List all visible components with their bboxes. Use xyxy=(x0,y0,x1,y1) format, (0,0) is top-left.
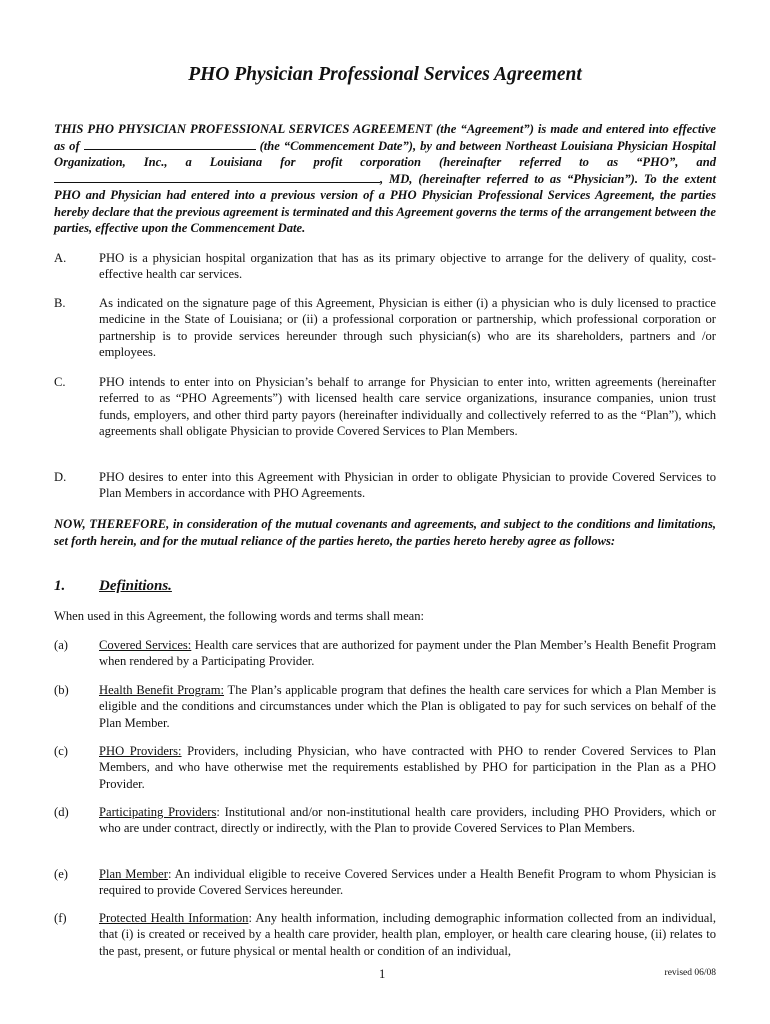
now-therefore-paragraph: NOW, THEREFORE, in consideration of the mutual covenants and agreements, and subject to the conditions and limitations, set forth herein, and for the mutual reliance of the parties hereto, the parties hereto hereby agree as follows: xyxy=(54,517,716,548)
definition-label: (e) xyxy=(54,867,68,881)
commencement-date-blank[interactable] xyxy=(84,138,256,150)
definition-label: (c) xyxy=(54,744,68,758)
section-name: Definitions. xyxy=(99,578,172,594)
intro-paragraph xyxy=(54,121,716,237)
page-number: 1 xyxy=(379,967,386,981)
definition-text: The Plan’s applicable program that defines the health care services for which a Plan Member is eligible and the conditions and circumstances under which the Plan is obligated to pay for such services on behalf of the Plan Member. xyxy=(99,683,716,730)
section-heading xyxy=(54,578,172,595)
recital-label: B. xyxy=(54,296,66,310)
document-title: PHO Physician Professional Services Agreement xyxy=(188,64,582,85)
recital-text: PHO is a physician hospital organization that has as its primary objective to arrange for the delivery of quality, cost-effective health car services. xyxy=(99,251,716,282)
definition-text: : An individual eligible to receive Covered Services under a Health Benefit Program to whom Physician is required to provide Covered Services hereunder. xyxy=(99,867,716,898)
definition-label: (a) xyxy=(54,638,68,652)
definition-term: Plan Member xyxy=(99,867,168,881)
definition-text: : Institutional and/or non-institutional health care providers, including PHO Providers, which or who are under contract, directly or indirectly, with the Plan to provide Covered Services to Plan Members. xyxy=(99,805,717,836)
recital-label: D. xyxy=(54,470,67,484)
definition-a xyxy=(54,637,716,670)
recital-a xyxy=(54,250,716,283)
recital-c xyxy=(54,374,716,439)
recital-text: As indicated on the signature page of this Agreement, Physician is either (i) a physician who is duly licensed to practice medicine in the State of Louisiana; or (ii) a professional corporation or partnership, which professional corporation or partnership is to provide services hereunder through such physician(s) who are its shareholders, partners and /or employees. xyxy=(99,296,716,359)
definition-b xyxy=(54,682,716,731)
definition-text: Providers, including Physician, who have contracted with PHO to render Covered Services to Plan Members, and who have otherwise met the requirements established by PHO for participation in the Plan as a PHO Provider. xyxy=(99,744,716,791)
recital-b xyxy=(54,295,716,360)
recital-d xyxy=(54,469,716,502)
definition-label: (f) xyxy=(54,911,67,925)
definition-label: (b) xyxy=(54,683,69,697)
intro-part-1: THIS PHO PHYSICIAN PROFESSIONAL SERVICES AGREEMENT (the “Agreement”) is made and entered into effective as of xyxy=(54,122,716,153)
definition-e xyxy=(54,866,716,899)
recital-text: PHO desires to enter into this Agreement with Physician in order to obligate Physician to provide Covered Services to Plan Members in accordance with PHO Agreements. xyxy=(99,470,716,501)
intro-part-2: (the “Commencement Date”), by and between Northeast Louisiana Physician Hospital Organization, Inc., a Louisiana for profit corporation (hereinafter referred to as “PHO”, and xyxy=(54,138,716,169)
intro-part-3: , MD, (hereinafter referred to as “Physician”). To the extent PHO and Physician had entered into a previous version of a PHO Physician Professional Services Agreement, the parties hereby declare that the previous agreement is terminated and this Agreement governs the terms of the arrangement between the parties, effective upon the Commencement Date. xyxy=(54,171,716,235)
revision-note: revised 06/08 xyxy=(664,968,716,978)
definition-label: (d) xyxy=(54,805,69,819)
definition-term: Health Benefit Program: xyxy=(99,683,225,697)
section-number: 1. xyxy=(54,578,66,594)
definition-d xyxy=(54,804,716,837)
definition-term: Covered Services: xyxy=(99,638,192,652)
recital-label: C. xyxy=(54,375,66,389)
definition-f xyxy=(54,910,716,959)
physician-name-blank[interactable] xyxy=(54,171,380,183)
definition-text: Health care services that are authorized for payment under the Plan Member’s Health Benefit Program when rendered by a Participating Provider. xyxy=(99,638,716,669)
recital-text: PHO intends to enter into on Physician’s behalf to arrange for Physician to enter into, written agreements (hereinafter referred to as “PHO Agreements”) with licensed health care service organizations, insurance companies, union trust funds, employers, and other third party payors (hereinafter individually and collectively referred to as the “Plan”), which agreements shall obligate Physician to provide Covered Services to Plan Members. xyxy=(99,375,716,438)
definition-term: PHO Providers: xyxy=(99,744,182,758)
definition-text: : Any health information, including demographic information collected from an individual, that (i) is created or received by a health care provider, health plan, employer, or health care clearing house, (ii) relates to the past, present, or future physical or mental health or condition of an individual, xyxy=(99,911,716,958)
recital-label: A. xyxy=(54,251,67,265)
definition-term: Participating Providers xyxy=(99,805,217,819)
definition-c xyxy=(54,743,716,792)
definition-term: Protected Health Information xyxy=(99,911,249,925)
section-lead-text: When used in this Agreement, the following words and terms shall mean: xyxy=(54,609,425,623)
